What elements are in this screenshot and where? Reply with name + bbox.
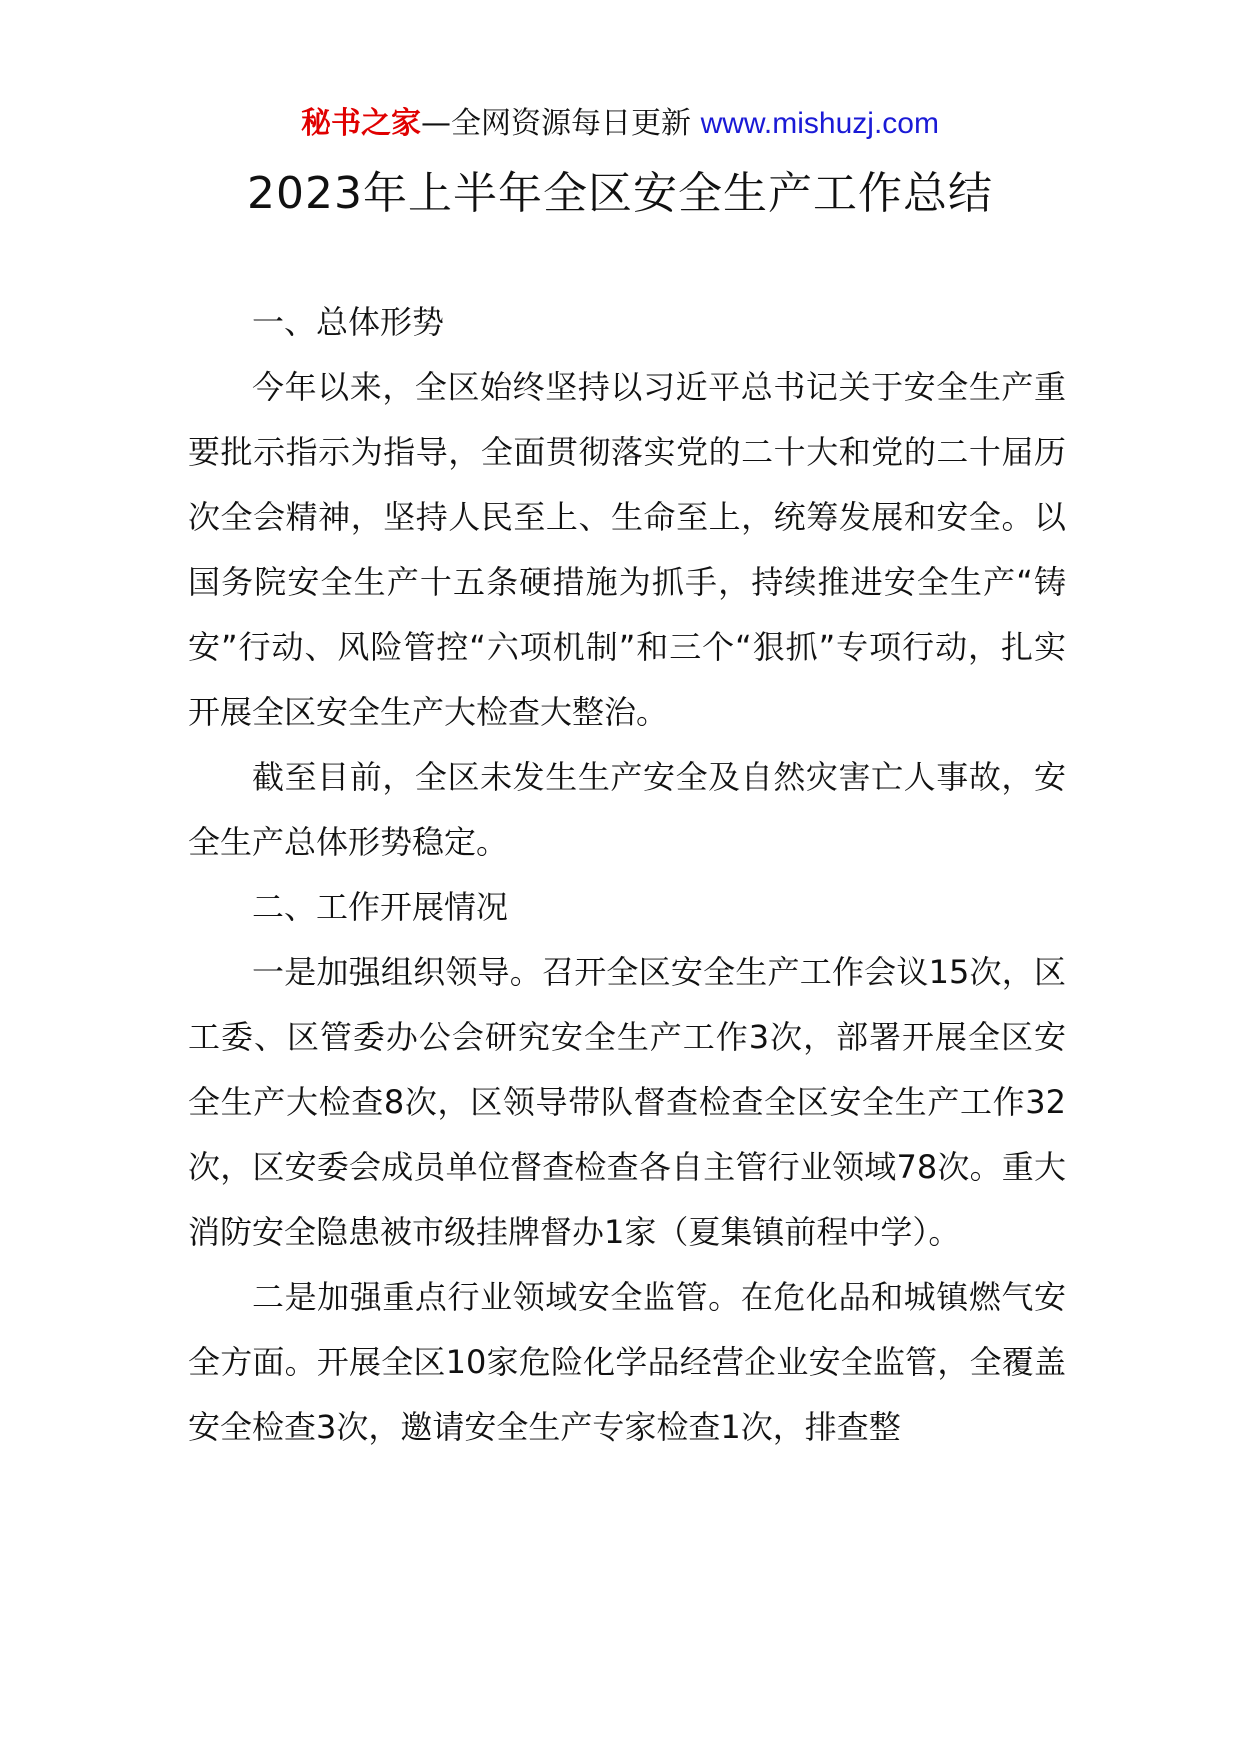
section-heading-work-progress: 二、工作开展情况 [252, 888, 509, 926]
document-title: 2023年上半年全区安全生产工作总结 [247, 168, 993, 219]
document-body [188, 290, 1066, 1460]
paragraph-key-industries: 二是加强重点行业领域安全监管。在危化品和城镇燃气安全方面。开展全区10家危险化学品经营企业安全监管，全覆盖安全检查3次，邀请安全生产专家检查1次，排查整 [188, 1278, 1066, 1446]
paragraph-status: 截至目前，全区未发生生产安全及自然灾害亡人事故，安全生产总体形势稳定。 [188, 758, 1066, 861]
watermark-header [0, 100, 1240, 148]
paragraph-overview: 今年以来，全区始终坚持以习近平总书记关于安全生产重要批示指示为指导，全面贯彻落实党的二十大和党的二十届历次全会精神，坚持人民至上、生命至上，统筹发展和安全。以国务院安全生产十五条硬措施为抓手，持续推进安全生产“铸安”行动、风险管控“六项机制”和三个“狠抓”专项行动，扎实开展全区安全生产大检查大整治。 [188, 368, 1066, 731]
section-heading-overall-situation: 一、总体形势 [252, 303, 445, 341]
brand-name: 秘书之家 [301, 106, 422, 141]
paragraph-organization: 一是加强组织领导。召开全区安全生产工作会议15次，区工委、区管委办公会研究安全生产工作3次，部署开展全区安全生产大检查8次，区领导带队督查检查全区安全生产工作32次，区安委会成员单位督查检查各自主管行业领域78次。重大消防安全隐患被市级挂牌督办1家（夏集镇前程中学）。 [188, 953, 1066, 1251]
brand-url-link[interactable]: www.mishuzj.com [700, 107, 939, 140]
brand-slogan: —全网资源每日更新 [421, 106, 701, 141]
